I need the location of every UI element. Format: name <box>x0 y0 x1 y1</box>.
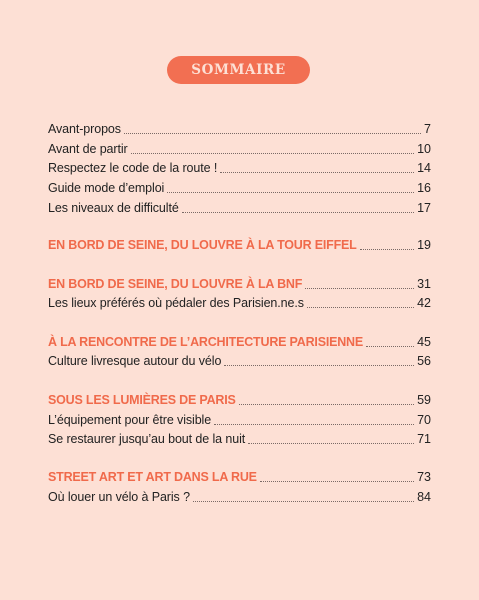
toc-item-page: 70 <box>417 413 431 427</box>
toc-section-page: 73 <box>417 470 431 484</box>
toc-item[interactable] <box>48 120 431 137</box>
toc-section-label: EN BORD DE SEINE, DU LOUVRE À LA TOUR EIFFEL <box>48 238 357 252</box>
dot-leader <box>248 443 414 444</box>
toc-section-page: 19 <box>417 238 431 252</box>
toc-section-page: 59 <box>417 393 431 407</box>
toc-section-page: 31 <box>417 277 431 291</box>
dot-leader <box>220 172 414 173</box>
toc-item-page: 84 <box>417 490 431 504</box>
toc-item[interactable] <box>48 294 431 311</box>
dot-leader <box>224 365 414 366</box>
toc-item[interactable] <box>48 352 431 369</box>
dot-leader <box>360 249 415 250</box>
toc-item[interactable] <box>48 159 431 176</box>
toc-item-label: Où louer un vélo à Paris ? <box>48 490 190 504</box>
toc-section[interactable] <box>48 333 431 350</box>
dot-leader <box>305 288 414 289</box>
toc-item-page: 42 <box>417 296 431 310</box>
dot-leader <box>193 501 414 502</box>
page-title: SOMMAIRE <box>191 62 286 78</box>
toc-item-page: 71 <box>417 432 431 446</box>
toc-item-page: 7 <box>424 122 431 136</box>
dot-leader <box>239 404 414 405</box>
toc-section-label: SOUS LES LUMIÈRES DE PARIS <box>48 393 236 407</box>
toc-item-label: Avant-propos <box>48 122 121 136</box>
toc-item-label: Avant de partir <box>48 142 128 156</box>
toc-section[interactable] <box>48 391 431 408</box>
toc-section-page: 45 <box>417 335 431 349</box>
toc-section-label: EN BORD DE SEINE, DU LOUVRE À LA BNF <box>48 277 303 291</box>
dot-leader <box>124 133 421 134</box>
dot-leader <box>167 192 414 193</box>
table-of-contents <box>48 0 431 600</box>
toc-item[interactable] <box>48 140 431 157</box>
dot-leader <box>307 307 414 308</box>
dot-leader <box>260 481 414 482</box>
toc-item-page: 16 <box>417 181 431 195</box>
toc-section[interactable] <box>48 468 431 485</box>
toc-item-label: Les lieux préférés où pédaler des Parisien.ne.s <box>48 296 304 310</box>
dot-leader <box>366 346 414 347</box>
toc-item[interactable] <box>48 179 431 196</box>
toc-item-label: Culture livresque autour du vélo <box>48 354 222 368</box>
toc-section[interactable] <box>48 275 431 292</box>
toc-item-page: 10 <box>417 142 431 156</box>
toc-item[interactable] <box>48 411 431 428</box>
toc-item-label: Guide mode d’emploi <box>48 181 165 195</box>
toc-item-page: 14 <box>417 161 431 175</box>
toc-item[interactable] <box>48 488 431 505</box>
toc-item-label: Les niveaux de difficulté <box>48 201 179 215</box>
dot-leader <box>214 424 414 425</box>
dot-leader <box>182 212 414 213</box>
toc-item-page: 17 <box>417 201 431 215</box>
toc-section[interactable] <box>48 236 431 253</box>
toc-item-label: Respectez le code de la route ! <box>48 161 218 175</box>
dot-leader <box>131 153 415 154</box>
toc-section-label: À LA RENCONTRE DE L’ARCHITECTURE PARISIENNE <box>48 335 364 349</box>
toc-item-label: L’équipement pour être visible <box>48 413 212 427</box>
toc-item-page: 56 <box>417 354 431 368</box>
toc-item[interactable] <box>48 199 431 216</box>
toc-item[interactable] <box>48 430 431 447</box>
toc-section-label: STREET ART ET ART DANS LA RUE <box>48 470 257 484</box>
toc-item-label: Se restaurer jusqu’au bout de la nuit <box>48 432 246 446</box>
